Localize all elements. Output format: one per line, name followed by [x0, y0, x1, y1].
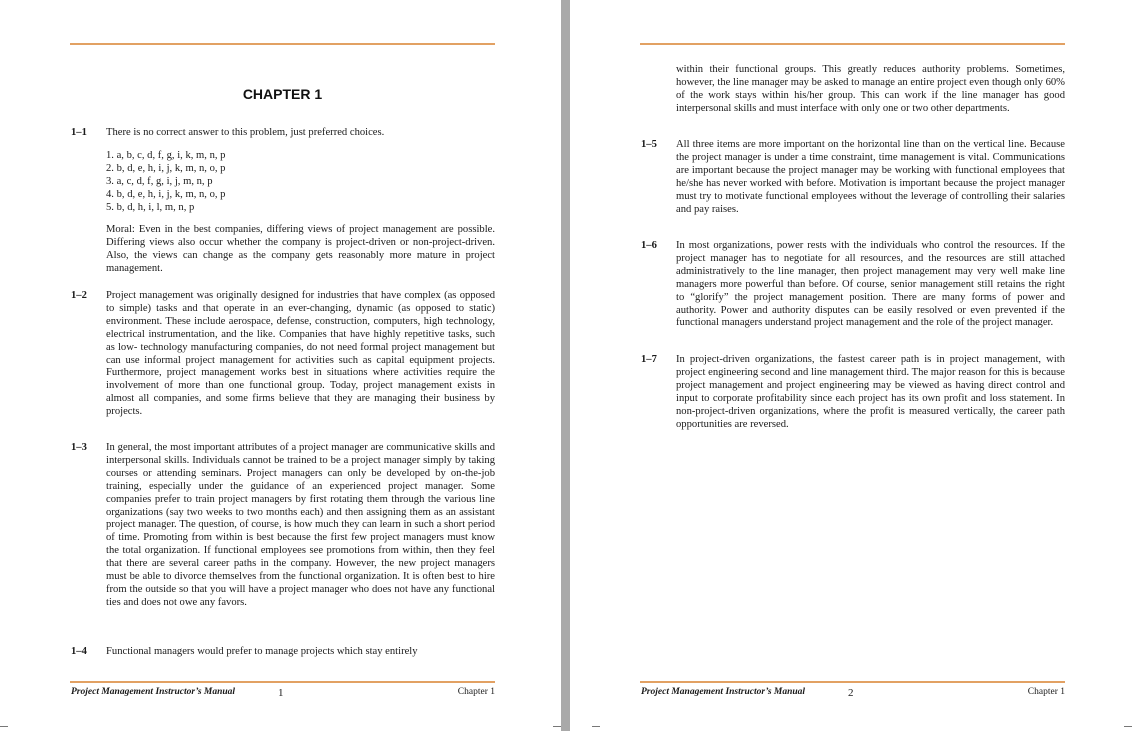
item-text: In general, the most important attributes of a project manager are communicative skills and interpersonal skills. Individuals cannot be trained to be a project manager simply by taking courses or attending seminars. Project managers can only be developed by on-the-job training, especially under the guidance of an experienced project manager. Some companies prefer to train project managers by first rotating them through the various line organizations (say two weeks to two months each) and then assigning them as an assistant project manager. The question, of course, is how much they can learn in such a short period of time. Promoting from within is best because the first few project managers must know the total organization. If functional employees see promotions from within, then they feel that there are several career paths in the company. However, the new project managers must be able to divorce themselves from the functional organization. It is often best to hire from the outside so that you will have a project manager who does not have any functional ties and does not owe any favors.	[106, 442, 495, 608]
item-text: In project-driven organizations, the fastest career path is in project management, with project engineering second and line management third. The major reason for this is because project management and project engineering may be viewed as having direct control and input to corporate profitability since each project has its own profit and loss statement. In non-project-driven organizations, where the profit is measured vertically, the career path opportunities are reversed.	[676, 354, 1065, 430]
item-number: 1–4	[71, 646, 87, 657]
page-corner-mark	[1124, 726, 1132, 727]
footer-manual-title: Project Management Instructor’s Manual	[641, 687, 806, 697]
footer-chapter: Chapter 1	[457, 687, 495, 697]
list-item: 5. b, d, h, i, l, m, n, p	[106, 201, 195, 213]
header-rule	[70, 43, 495, 45]
item-number: 1–3	[71, 442, 87, 453]
footer-manual-title: Project Management Instructor’s Manual	[71, 687, 236, 697]
item-number: 1–5	[641, 139, 657, 150]
item-text: All three items are more important on the horizontal line than on the vertical line. Because the project manager is under a time constraint, time management is vital. Communications are important because the project manager may be working with functional employees that he/she has never worked with before. Motivation is important because the project manager must try to motivate functional employees without the leverage of controlling their salaries and pay raises.	[676, 139, 1065, 215]
item-text: In most organizations, power rests with the individuals who control the resources. If the project manager has to negotiate for all resources, and the resources are still attached administratively to the line manager, then project management may very well make line managers more powerful than before. Of course, senior management still retains the right to “glorify” the project management position. There are many forms of power and authority. Power and authority disputes can be easily resolved or even prevented if the functional managers understand project management and the role of the project manager.	[676, 240, 1065, 329]
page-corner-mark	[592, 726, 600, 727]
item-number: 1–7	[641, 354, 657, 365]
list-item: 1. a, b, c, d, f, g, i, k, m, n, p	[106, 149, 226, 161]
item-text: Functional managers would prefer to manage projects which stay entirely	[106, 646, 418, 657]
chapter-title: CHAPTER 1	[242, 86, 323, 102]
item-intro: There is no correct answer to this problem, just preferred choices.	[106, 127, 385, 138]
answer-list	[106, 150, 495, 215]
item-moral: Moral: Even in the best companies, differing views of project management are possible. Differing views also occur whether the company is project-driven or non-project-driven. Also, the views can change as the company gets reasonably more mature in project management.	[106, 224, 495, 275]
list-item: 2. b, d, e, h, i, j, k, m, n, o, p	[106, 162, 226, 174]
header-rule	[640, 43, 1065, 45]
footer-page-number: 2	[848, 687, 854, 699]
page-corner-mark	[553, 726, 561, 727]
item-number: 1–2	[71, 290, 87, 301]
footer-page-number: 1	[278, 687, 284, 699]
item-number: 1–6	[641, 240, 657, 251]
list-item: 4. b, d, e, h, i, j, k, m, n, o, p	[106, 188, 226, 200]
page-corner-mark	[0, 726, 8, 727]
document-page-1	[0, 0, 561, 731]
item-text: Project management was originally designed for industries that have complex (as opposed to simple) tasks and that operate in an ever-changing, dynamic (as opposed to static) environment. These include aerospace, defense, construction, computers, high technology, electrical instrumentation, and the like. Companies that have highly repetitive tasks, such as low- technology manufacturing companies, do not need formal project management but can use informal project management for activities such as capital equipment projects. Furthermore, project management works best in situations where activities require the involvement of more than one functional group. Today, project management exists in almost all companies, and some firms believe that they are managing their business by projects.	[106, 290, 495, 418]
list-item: 3. a, c, d, f, g, i, j, m, n, p	[106, 175, 213, 187]
footer-rule	[70, 681, 495, 683]
document-page-2	[570, 0, 1132, 731]
item-text: within their functional groups. This greatly reduces authority problems. Sometimes, however, the line manager may be asked to manage an entire project even though only 60% of the work stays within his/her group. This can work if the line manager has good interpersonal skills and must interface with only one or two other departments.	[676, 64, 1065, 114]
footer-rule	[640, 681, 1065, 683]
item-number: 1–1	[71, 127, 87, 138]
footer-chapter: Chapter 1	[1027, 687, 1065, 697]
